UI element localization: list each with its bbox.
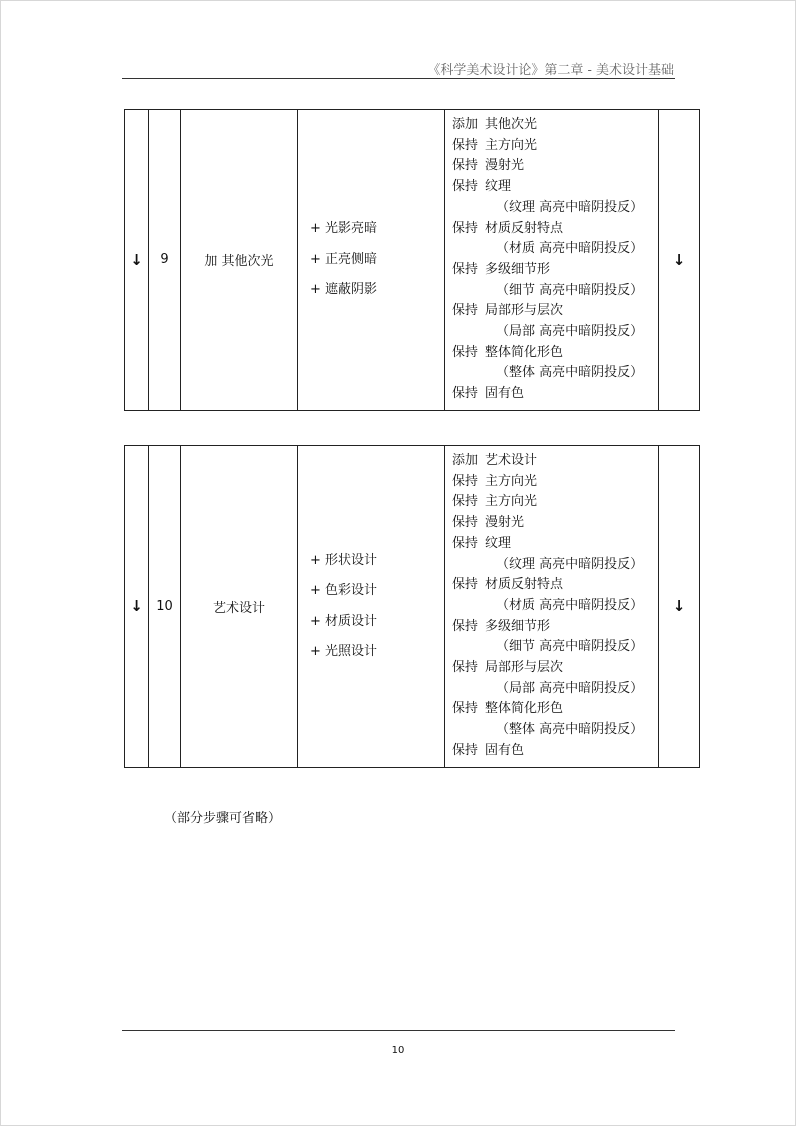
operation-text: 主方向光	[485, 473, 538, 489]
addition-item: + 色彩设计	[310, 583, 378, 599]
operation-line	[452, 363, 658, 384]
operation-line	[452, 679, 658, 700]
operation-line	[452, 637, 658, 658]
step-number: 9	[149, 110, 181, 411]
operations-cell	[445, 446, 659, 768]
operation-text: 局部形与层次	[485, 303, 564, 319]
operation-text: （整体 高亮中暗阴投反）	[496, 365, 644, 381]
operation-line	[452, 322, 658, 343]
down-arrow-icon: ↓	[659, 446, 700, 768]
operation-verb: 保持	[452, 535, 479, 551]
operation-text: 漫射光	[485, 515, 525, 531]
operation-line	[452, 343, 658, 364]
operation-text: 固有色	[485, 386, 525, 402]
operation-text: 多级细节形	[485, 618, 551, 634]
footer-divider	[122, 1030, 675, 1031]
step-table-9	[124, 109, 700, 411]
additions-cell	[298, 110, 445, 411]
operation-verb: 保持	[452, 618, 479, 634]
operation-text: 材质反射特点	[485, 577, 564, 593]
operation-text: 整体简化形色	[485, 344, 564, 360]
operation-text: 材质反射特点	[485, 220, 564, 236]
operation-line	[452, 720, 658, 741]
operation-line	[452, 219, 658, 240]
operation-verb: 保持	[452, 386, 479, 402]
operation-text: 艺术设计	[485, 453, 538, 468]
operation-line	[452, 301, 658, 322]
operation-line	[452, 239, 658, 260]
operation-text: 整体简化形色	[485, 701, 564, 717]
operation-verb: 保持	[452, 473, 479, 489]
operation-text: （材质 高亮中暗阴投反）	[496, 241, 644, 257]
step-row	[125, 110, 700, 411]
operation-line	[452, 596, 658, 617]
operation-text: （细节 高亮中暗阴投反）	[496, 639, 644, 655]
operation-line	[452, 472, 658, 493]
running-header: 《科学美术设计论》第二章 - 美术设计基础	[427, 63, 674, 78]
operation-verb: 保持	[452, 701, 479, 717]
operation-verb: 保持	[452, 577, 479, 593]
step-row	[125, 446, 700, 768]
operation-line	[452, 177, 658, 198]
addition-item: + 正亮侧暗	[310, 251, 378, 267]
operation-text: 固有色	[485, 742, 525, 758]
operations-cell	[445, 110, 659, 411]
page-number: 10	[391, 1045, 405, 1056]
operation-text: （整体 高亮中暗阴投反）	[496, 722, 644, 738]
addition-item: + 材质设计	[310, 613, 378, 629]
operation-line	[452, 384, 658, 405]
operation-text: （局部 高亮中暗阴投反）	[496, 324, 644, 340]
operation-verb: 保持	[452, 515, 479, 531]
addition-item: + 形状设计	[310, 552, 378, 568]
operation-text: （局部 高亮中暗阴投反）	[496, 680, 644, 696]
operation-verb: 保持	[452, 220, 479, 236]
header-divider	[122, 78, 675, 79]
operation-verb: 保持	[452, 742, 479, 758]
operation-line	[452, 492, 658, 513]
operation-text: 纹理	[485, 535, 512, 551]
operation-text: 主方向光	[485, 494, 538, 510]
operation-text: （材质 高亮中暗阴投反）	[496, 597, 644, 613]
operation-text: 其他次光	[485, 117, 538, 132]
operation-text: 漫射光	[485, 158, 525, 174]
operation-verb: 添加	[452, 117, 479, 132]
operation-line	[452, 451, 658, 472]
down-arrow-icon: ↓	[125, 110, 149, 411]
operation-line	[452, 281, 658, 302]
operation-verb: 保持	[452, 660, 479, 676]
operation-line	[452, 534, 658, 555]
operation-line	[452, 136, 658, 157]
operation-verb: 保持	[452, 261, 479, 277]
operation-text: （纹理 高亮中暗阴投反）	[496, 556, 644, 572]
operation-text: （细节 高亮中暗阴投反）	[496, 282, 644, 298]
down-arrow-icon: ↓	[659, 110, 700, 411]
operation-line	[452, 260, 658, 281]
operation-verb: 保持	[452, 158, 479, 174]
addition-item: + 光影亮暗	[310, 221, 378, 237]
operation-verb: 添加	[452, 453, 479, 468]
step-name: 加 其他次光	[181, 110, 298, 411]
addition-item: + 遮蔽阴影	[310, 282, 378, 298]
operation-verb: 保持	[452, 303, 479, 319]
operation-line	[452, 658, 658, 679]
operation-verb: 保持	[452, 179, 479, 195]
operation-line	[452, 617, 658, 638]
operation-verb: 保持	[452, 137, 479, 153]
operation-text: 主方向光	[485, 137, 538, 153]
operation-text: 多级细节形	[485, 261, 551, 277]
operation-line	[452, 513, 658, 534]
step-name: 艺术设计	[181, 446, 298, 768]
operation-line	[452, 156, 658, 177]
omission-note: （部分步骤可省略）	[164, 811, 282, 826]
step-table-10	[124, 445, 700, 768]
additions-cell	[298, 446, 445, 768]
operation-line	[452, 198, 658, 219]
operation-text: 纹理	[485, 179, 512, 195]
operation-text: （纹理 高亮中暗阴投反）	[496, 199, 644, 215]
operation-line	[452, 741, 658, 762]
operation-verb: 保持	[452, 344, 479, 360]
step-number: 10	[149, 446, 181, 768]
operation-line	[452, 115, 658, 136]
operation-line	[452, 555, 658, 576]
operation-text: 局部形与层次	[485, 660, 564, 676]
addition-item: + 光照设计	[310, 644, 378, 660]
operation-line	[452, 575, 658, 596]
down-arrow-icon: ↓	[125, 446, 149, 768]
operation-verb: 保持	[452, 494, 479, 510]
operation-line	[452, 699, 658, 720]
